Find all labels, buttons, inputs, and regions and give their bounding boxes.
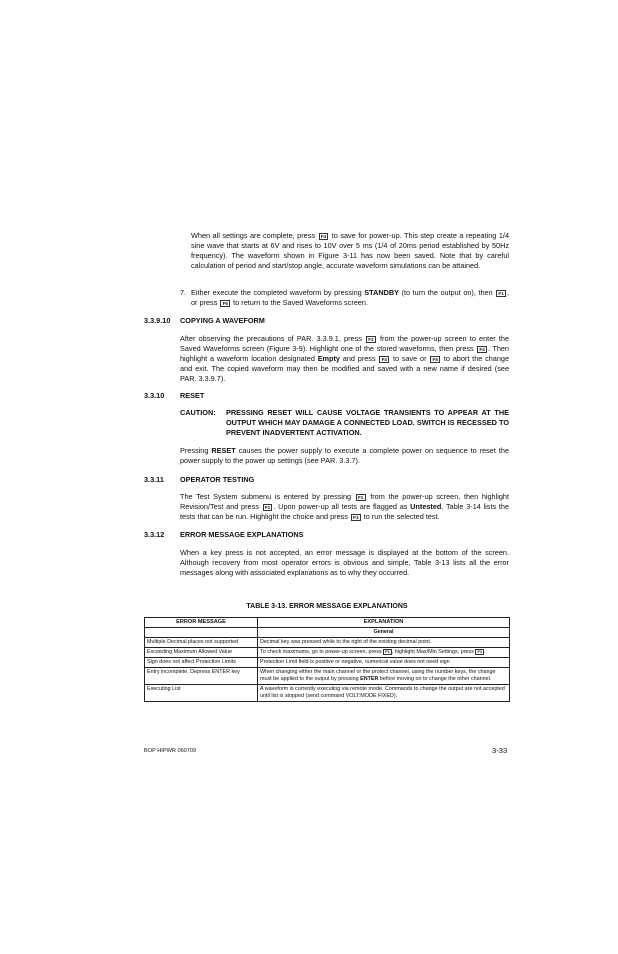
section-number-3-3-11: 3.3.11 [144,475,164,484]
error-message-cell: Exceeding Maximum Allowed Value [145,648,258,658]
explanation-text: . [484,649,486,655]
error-messages-paragraph: When a key press is not accepted, an error message is displayed at the bottom of the screen. Although recovery from most operator errors is obvious and simple, Table 3-13 lists all the error messages along with associated explanations as to why they occurred. [180,548,509,577]
reset-text-1: Pressing [180,446,209,455]
f3-key-icon: F3 [351,514,361,522]
f1-key-icon: F1 [356,494,366,502]
explanation-cell [258,668,510,685]
f1-key-icon: F1 [263,504,273,512]
section-heading-copying-waveform: COPYING A WAVEFORM [180,316,265,325]
table-row [145,648,510,658]
copy-text-3: . Then highlight a waveform location designated [180,344,509,363]
table-row [145,658,510,668]
column-header-explanation: EXPLANATION [258,618,510,628]
table-row [145,638,510,648]
f4-key-icon: F4 [477,346,487,354]
f1-key-icon: F1 [496,290,506,298]
step-7-text-1: Either execute the completed waveform by pressing [191,288,362,297]
step-7-text-3: , or press [191,288,509,307]
section-number-3-3-12: 3.3.12 [144,530,165,539]
step-7-text [191,288,509,308]
f4-key-icon: F4 [319,233,329,241]
explanation-cell: A waveform is currently executing via remote mode. Commands to change the output are not accepted until list is stopped (send command VOLT:MODE FIXED). [258,685,510,702]
error-message-cell: Multiple Decimal places not supported [145,638,258,648]
section-heading-reset: RESET [180,391,205,400]
step-7-text-4: to return to the Saved Waveforms screen. [233,298,368,307]
reset-paragraph [180,446,509,466]
operator-testing-paragraph [180,492,509,522]
section-heading-operator-testing: OPERATOR TESTING [180,475,255,484]
f1-key-icon: F1 [477,649,483,654]
enter-label: ENTER [360,676,379,682]
column-header-error-message: ERROR MESSAGE [145,618,258,628]
explanation-text: When changing either the main channel or the protect channel, using the number keys, the change must be applied to the output by pressing [260,669,496,682]
explanation-cell: Decimal key was pressed while to the right of the existing decimal point. [258,638,510,648]
untested-label: Untested [410,502,442,511]
error-message-cell: Executing List [145,685,258,702]
table-group-row [145,628,510,638]
f5-key-icon: F5 [430,356,440,364]
caution-text: PRESSING RESET WILL CAUSE VOLTAGE TRANSIENTS TO APPEAR AT THE OUTPUT WHICH MAY DAMAGE A CONNECTED LOAD. SWITCH IS RECESSED TO PREVENT INADVERTENT ACTIVATION. [226,408,509,437]
explanation-cell: Protection Limit field is positive or negative, numerical value does not need sign [258,658,510,668]
group-label-general: General [258,628,510,638]
intro-paragraph [191,231,509,271]
table-header-row [145,618,510,628]
section-number-3-3-9-10: 3.3.9.10 [144,316,171,325]
explanation-text: To check maximums, go to power-up screen, press [260,649,382,655]
empty-label: Empty [317,354,340,363]
test-text-4: . Table 3-14 lists the tests that can be run. Highlight the choice and press [180,502,510,521]
test-text-2: from the power-up screen, then highlight Revision/Test and press [180,492,510,511]
step-7-text-2: (to turn the output on), then [401,288,493,297]
explanation-text: , highlight Max/Min Settings, press [391,649,474,655]
explanation-cell [258,648,510,658]
error-message-table [144,617,510,702]
f2-key-icon: F2 [366,336,376,344]
table-row [145,668,510,685]
f1-key-icon: F1 [385,649,390,654]
section-number-3-3-10: 3.3.10 [144,391,165,400]
intro-text-1: When all settings are complete, press [191,231,315,240]
copying-waveform-paragraph [180,334,509,384]
test-text-1: The Test System submenu is entered by pressing [180,492,352,501]
explanation-text: before moving on to change the other channel. [379,676,492,682]
standby-label: STANDBY [364,288,399,297]
reset-label: RESET [211,446,236,455]
table-row [145,685,510,702]
test-text-5: to run the selected test. [363,512,440,521]
footer-document-id: BOP HIPWR 060709 [144,748,197,754]
copy-text-5: to save or [392,354,427,363]
copy-text-4: and press [342,354,376,363]
f4-key-icon: F4 [379,356,389,364]
f5-key-icon: F5 [220,300,230,308]
page-number: 3-33 [492,746,508,755]
copy-text-2: from the power-up screen to enter the Saved Waveforms screen (Figure 3-9). Highlight one of the stored waveforms, then press [180,334,510,353]
copy-text-6: to abort the change and exit. The copied waveform may then be modified and saved with a new name if desired (see PAR. 3.3.9.7). [180,354,510,383]
error-message-cell: Sign does not affect Protection Limits [145,658,258,668]
test-text-3: . Upon power-up all tests are flagged as [273,502,408,511]
error-message-cell: Entry incomplete, Depress ENTER key [145,668,258,685]
step-7-number: 7. [180,288,187,297]
intro-text-2: to save for power-up. This step create a repeating 1/4 sine wave that starts at 6V and rises to 10V over 5 ms (1/4 of 20ms period established by 50Hz frequency). The waveform shown in Figure 3-11 has now been saved. Note that by careful calculation of period and start/stop angle, accurate waveform simulations can be attained. [191,231,510,270]
section-heading-error-messages: ERROR MESSAGE EXPLANATIONS [180,530,304,539]
reset-text-2: causes the power supply to execute a complete power on sequence to reset the power supply to the power up settings (see PAR. 3.3.7). [180,446,510,465]
caution-label: CAUTION: [180,408,216,417]
table-caption: TABLE 3-13. ERROR MESSAGE EXPLANATIONS [246,603,408,610]
copy-text-1: After observing the precautions of PAR. 3.3.9.1, press [180,334,362,343]
